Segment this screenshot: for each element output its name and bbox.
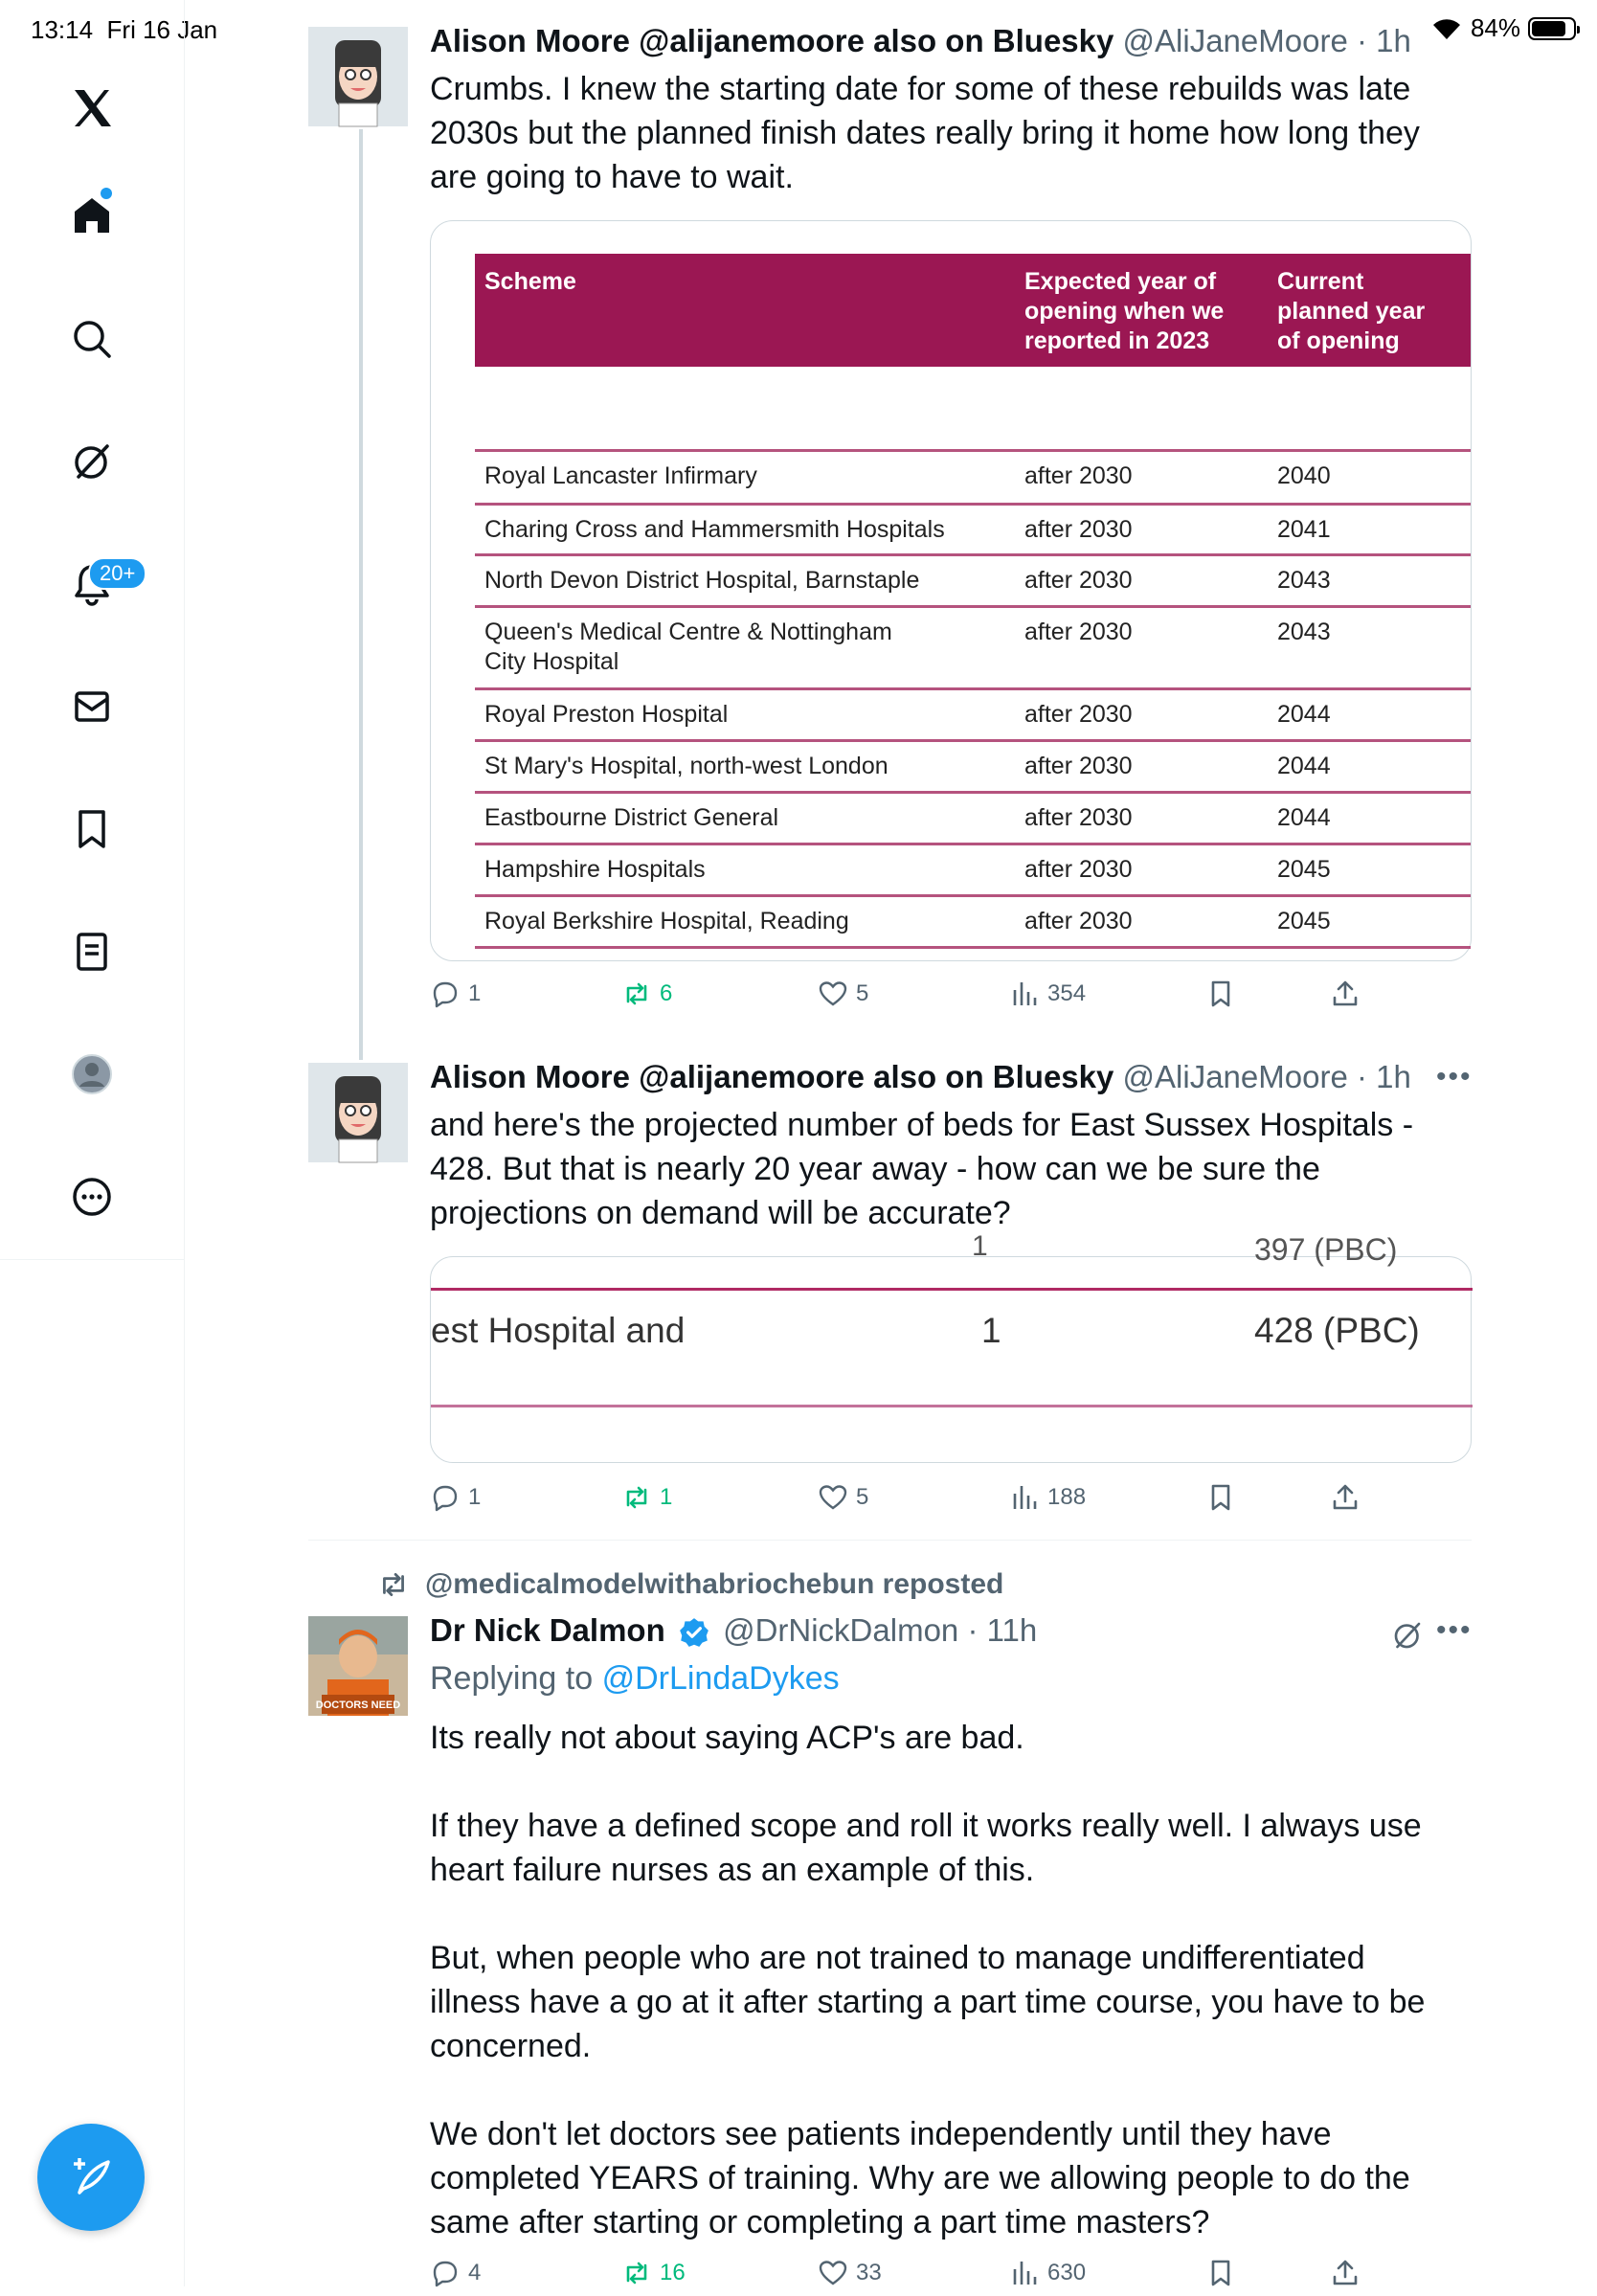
table-row: St Mary's Hospital, north-west London after 2030 2044 — [475, 742, 1471, 794]
views-button[interactable]: 354 — [1009, 979, 1086, 1009]
cut-cell: 397 (PBC) — [1254, 1232, 1398, 1267]
more-options-icon[interactable]: ••• — [1436, 1061, 1473, 1092]
table-row: Royal Preston Hospital after 2030 2044 — [475, 690, 1471, 742]
table-row: Charing Cross and Hammersmith Hospitals after 2030 2041 — [475, 506, 1471, 556]
table-rule — [431, 1405, 1473, 1407]
views-button[interactable]: 188 — [1009, 1482, 1086, 1513]
bookmark-icon — [1205, 979, 1236, 1009]
wifi-icon — [1430, 16, 1463, 41]
tweet-text: But, when people who are not trained to manage undifferentiated illness have a go at it after starting a part time course, you have to be concerned. — [430, 1940, 1426, 2064]
header-current: Current planned year of opening — [1277, 268, 1426, 354]
sidebar-divider — [0, 1259, 185, 1260]
repost-icon — [621, 1482, 652, 1513]
header-scheme: Scheme — [484, 268, 576, 295]
table-row: Royal Lancaster Infirmary after 2030 2040 — [475, 452, 1471, 506]
sidebar — [0, 0, 185, 2286]
tweet-text: Its really not about saying ACP's are bad. — [430, 1720, 1024, 1756]
display-name[interactable]: Alison Moore @alijanemoore also on Bluesky — [430, 23, 1114, 58]
repost-icon — [621, 2258, 652, 2288]
table-row: Queen's Medical Centre & Nottingham City Hospital after 2030 2043 — [475, 608, 1471, 690]
handle-time: @DrNickDalmon · 11h — [723, 1612, 1038, 1648]
share-button[interactable] — [1330, 2258, 1361, 2288]
reply-icon — [430, 2258, 461, 2288]
heart-icon — [818, 2258, 848, 2288]
bookmark-icon — [1205, 1482, 1236, 1513]
reply-button[interactable]: 1 — [430, 979, 481, 1009]
table-header — [475, 254, 1471, 367]
views-icon — [1009, 2258, 1040, 2288]
cut-cell: 1 — [972, 1230, 988, 1262]
reply-mention-link[interactable]: @DrLindaDykes — [601, 1660, 840, 1697]
handle-time: @AliJaneMoore · 1h — [1122, 23, 1411, 58]
bookmark-button[interactable] — [1205, 2258, 1236, 2288]
beds-count: 428 (PBC) — [1254, 1311, 1420, 1350]
bookmark-button[interactable] — [1205, 1482, 1236, 1513]
home-notification-dot — [101, 188, 112, 199]
table-row: Royal Berkshire Hospital, Reading after 2030 2045 — [475, 897, 1471, 949]
profile-icon[interactable] — [54, 1036, 130, 1113]
beds-count-small: 1 — [981, 1311, 1001, 1350]
home-icon[interactable] — [54, 177, 130, 254]
repost-icon — [377, 1568, 410, 1601]
grok-icon[interactable] — [54, 423, 130, 500]
tweet-actions — [430, 2258, 1387, 2296]
grok-icon[interactable] — [1390, 1618, 1425, 1653]
thread-line — [359, 129, 363, 1060]
display-name[interactable]: Alison Moore @alijanemoore also on Bluesky — [430, 1059, 1114, 1094]
bookmark-icon[interactable] — [54, 791, 130, 867]
compose-icon — [64, 2150, 118, 2204]
repost-button[interactable]: 1 — [621, 1482, 672, 1513]
avatar[interactable] — [308, 1616, 408, 1716]
battery-percent: 84% — [1470, 13, 1520, 42]
share-button[interactable] — [1330, 1482, 1361, 1513]
avatar[interactable] — [308, 1063, 408, 1162]
repost-button[interactable]: 16 — [621, 2258, 686, 2288]
repost-icon — [621, 979, 652, 1009]
tweet-text: and here's the projected number of beds for East Sussex Hospitals - 428. But that is nearly 20 year away - how can we be sure the projections on demand will be accurate? — [430, 1107, 1414, 1231]
table-row: Hampshire Hospitals after 2030 2045 — [475, 845, 1471, 897]
status-time: 13:14 Fri 16 Jan — [31, 15, 218, 44]
reply-button[interactable]: 4 — [430, 2258, 481, 2288]
tweet-actions — [430, 1482, 1387, 1520]
tweet-text: If they have a defined scope and roll it works really well. I always use heart failure nurses as an example of this. — [430, 1808, 1422, 1888]
reply-icon — [430, 979, 461, 1009]
header-expected: Expected year of opening when we reported in 2023 — [1024, 268, 1225, 354]
compose-button[interactable] — [37, 2124, 145, 2231]
notification-badge: 20+ — [88, 557, 146, 590]
share-icon — [1330, 1482, 1361, 1513]
battery-icon — [1528, 17, 1576, 40]
tweet-header — [430, 23, 1411, 59]
share-icon — [1330, 979, 1361, 1009]
tweet-text: Crumbs. I knew the starting date for some of these rebuilds was late 2030s but the planned finish dates really bring it home how long they are going to have to wait. — [430, 71, 1420, 195]
table-rule — [431, 1288, 1473, 1291]
handle-time: @AliJaneMoore · 1h — [1122, 1059, 1411, 1094]
like-button[interactable]: 5 — [818, 1482, 868, 1513]
status-right — [1430, 13, 1576, 43]
replying-to: Replying to @DrLindaDykes — [430, 1660, 840, 1697]
table-row: North Devon District Hospital, Barnstaple after 2030 2043 — [475, 556, 1471, 608]
repost-indicator[interactable] — [377, 1568, 1003, 1601]
views-button[interactable]: 630 — [1009, 2258, 1086, 2288]
tweet-actions — [430, 979, 1387, 1017]
lists-icon[interactable] — [54, 913, 130, 990]
bookmark-button[interactable] — [1205, 979, 1236, 1009]
x-logo-icon[interactable] — [54, 70, 130, 146]
repost-button[interactable]: 6 — [621, 979, 672, 1009]
bookmark-icon — [1205, 2258, 1236, 2288]
tweet-header — [430, 1059, 1411, 1095]
views-icon — [1009, 979, 1040, 1009]
tweet-text: We don't let doctors see patients independently until they have completed YEARS of training. Why are we allowing people to do the same after starting or completing a part time masters? — [430, 2116, 1410, 2240]
heart-icon — [818, 1482, 848, 1513]
beds-hospital: est Hospital and — [431, 1311, 686, 1350]
repost-label: @medicalmodelwithabriochebun reposted — [425, 1568, 1004, 1600]
verified-badge-icon — [678, 1616, 710, 1649]
views-icon — [1009, 1482, 1040, 1513]
heart-icon — [818, 979, 848, 1009]
more-options-icon[interactable]: ••• — [1436, 1614, 1473, 1646]
avatar[interactable] — [308, 27, 408, 126]
display-name[interactable]: Dr Nick Dalmon — [430, 1612, 665, 1648]
more-circle-icon[interactable] — [54, 1159, 130, 1235]
hospital-table — [475, 254, 1471, 934]
tweet-separator — [308, 1540, 1472, 1541]
table-row: Eastbourne District General after 2030 2044 — [475, 794, 1471, 845]
search-icon[interactable] — [54, 301, 130, 377]
tweet-header — [430, 1612, 1037, 1649]
mail-icon[interactable] — [54, 668, 130, 745]
share-button[interactable] — [1330, 979, 1361, 1009]
like-button[interactable]: 33 — [818, 2258, 882, 2288]
avatar-text: DOCTORS NEED — [315, 1699, 401, 1711]
media-image[interactable] — [430, 1230, 1472, 1463]
reply-button[interactable]: 1 — [430, 1482, 481, 1513]
share-icon — [1330, 2258, 1361, 2288]
reply-icon — [430, 1482, 461, 1513]
media-image[interactable] — [430, 220, 1472, 961]
like-button[interactable]: 5 — [818, 979, 868, 1009]
